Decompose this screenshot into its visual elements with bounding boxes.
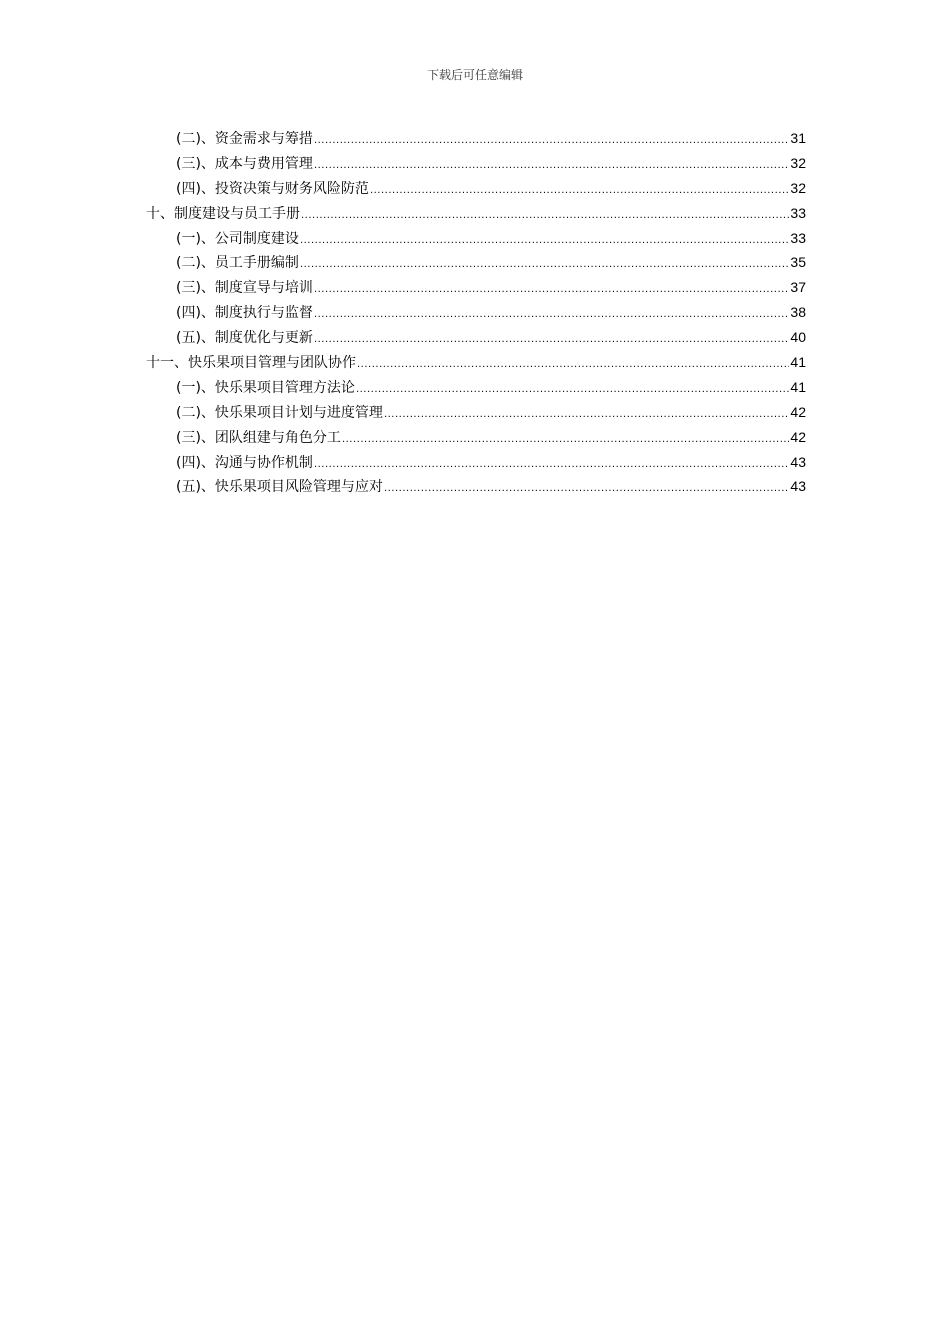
toc-entry-page: 37 [790,279,806,296]
toc-dot-leader [342,428,789,453]
toc-entry[interactable] [146,226,806,251]
toc-entry[interactable] [146,126,806,151]
toc-entry-title: (四)、沟通与协作机制 [176,454,313,471]
toc-dot-leader [370,179,789,204]
toc-entry-title: (四)、制度执行与监督 [176,305,313,322]
toc-entry-page: 38 [790,304,806,321]
toc-entry-page: 33 [790,229,806,246]
toc-entry-page: 32 [790,154,806,171]
toc-entry-title: (一)、公司制度建设 [176,230,299,247]
toc-entry-title: (二)、员工手册编制 [176,255,299,272]
toc-entry-title: (三)、成本与费用管理 [176,155,313,172]
toc-entry[interactable] [146,250,806,275]
toc-dot-leader [357,353,789,378]
toc-entry-title: (四)、投资决策与财务风险防范 [176,180,369,197]
toc-entry-title: (五)、快乐果项目风险管理与应对 [176,479,383,496]
toc-entry-page: 43 [790,478,806,495]
toc-entry-page: 31 [790,130,806,146]
toc-entry-page: 41 [790,354,806,371]
toc-dot-leader [314,154,789,179]
toc-entry-title: (二)、资金需求与筹措 [176,131,313,147]
toc-entry[interactable] [146,275,806,300]
toc-dot-leader [314,453,789,478]
toc-dot-leader [300,229,789,254]
toc-dot-leader [384,477,789,502]
toc-dot-leader [314,129,789,154]
toc-entry-page: 43 [790,453,806,470]
toc-dot-leader [356,378,789,403]
toc-entry-title: (五)、制度优化与更新 [176,330,313,347]
toc-dot-leader [301,204,789,229]
table-of-contents [146,126,806,499]
toc-entry-page: 42 [790,403,806,420]
toc-entry[interactable] [146,176,806,201]
toc-entry-page: 35 [790,254,806,271]
toc-entry-title: (三)、制度宣导与培训 [176,280,313,297]
toc-entry-title: (一)、快乐果项目管理方法论 [176,379,355,396]
toc-entry[interactable] [146,325,806,350]
toc-dot-leader [384,403,789,428]
toc-entry[interactable] [146,300,806,325]
toc-entry[interactable] [146,151,806,176]
toc-entry-title: 十一、快乐果项目管理与团队协作 [146,355,356,372]
toc-entry[interactable] [146,375,806,400]
toc-dot-leader [300,253,789,278]
toc-dot-leader [314,328,789,353]
toc-entry-page: 42 [790,428,806,445]
toc-dot-leader [314,303,789,328]
toc-entry-page: 32 [790,179,806,196]
toc-chapter-entry[interactable] [146,201,806,226]
toc-entry-title: (二)、快乐果项目计划与进度管理 [176,404,383,421]
toc-entry-page: 41 [790,378,806,395]
toc-entry-title: 十、制度建设与员工手册 [146,205,300,222]
toc-chapter-entry[interactable] [146,350,806,375]
toc-entry[interactable] [146,425,806,450]
toc-entry[interactable] [146,450,806,475]
toc-entry[interactable] [146,400,806,425]
toc-entry-page: 33 [790,204,806,221]
page-header: 下载后可任意编辑 [426,68,523,82]
toc-dot-leader [314,278,789,303]
toc-entry[interactable] [146,474,806,499]
toc-entry-page: 40 [790,329,806,346]
toc-entry-title: (三)、团队组建与角色分工 [176,429,341,446]
